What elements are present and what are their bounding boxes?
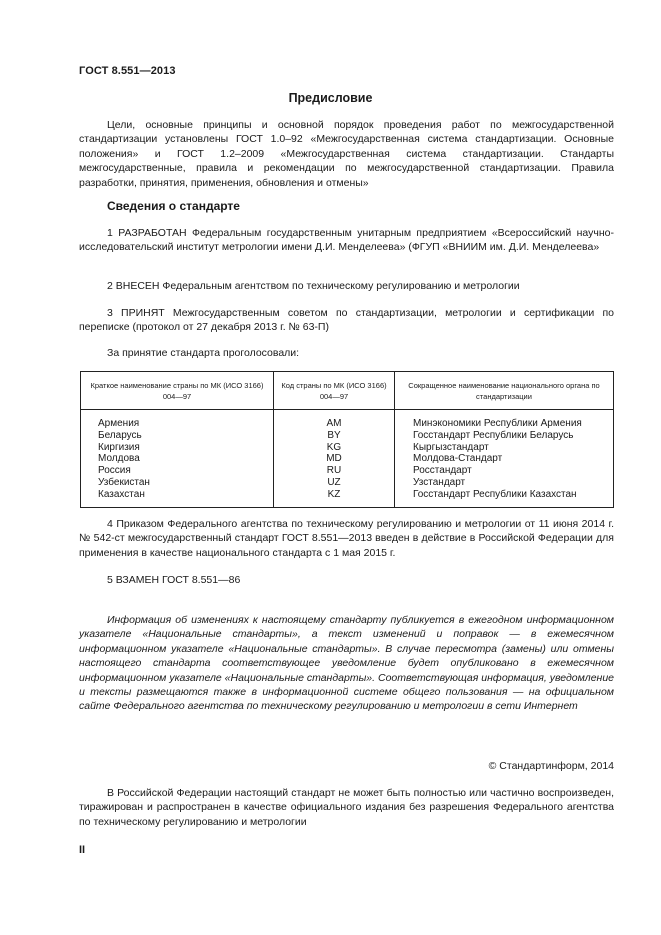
country-name: Армения [98, 418, 140, 429]
country-code: RU [326, 465, 342, 477]
standards-body: Госстандарт Республики Казахстан [413, 488, 577, 500]
page-number: II [79, 844, 86, 856]
country-name: Киргизия [98, 441, 140, 453]
vote-intro: За принятие стандарта проголосовали: [107, 347, 300, 359]
info-item-3: 3 ПРИНЯТ Межгосударственным советом по стандартизации, метрологии и сертификации по переписке (протокол от 27 декабря 2013 г. № 63-П) [79, 307, 614, 334]
notice-text: Информация об изменениях к настоящему стандарту публикуется в ежегодном информационном указателе «Национальные стандарты», а текст изменений и поправок — в ежемесячном информационном указателе «Национальные стандарты». В случае пересмотра (замены) или отмены настоящего стандарта соответствующее уведомление будет опубликовано в ежемесячном информационном указателе «Национальные стандарты». Соответствующая информация, уведомление и тексты размещаются также в информационной системе общего пользования — на официальном сайте Федерального агентства по техническому регулированию и метрологии в сети Интернет [79, 614, 614, 713]
standards-body: Молдова-Стандарт [413, 453, 503, 465]
vote-table-body [81, 410, 614, 508]
info-item-1: 1 РАЗРАБОТАН Федеральным государственным унитарным предприятием «Всероссийский научно-исследовательский институт метрологии имени Д.И. Менделеева» (ФГУП «ВНИИМ им. Д.И. Менделеева» [79, 227, 614, 254]
vote-table-header [81, 372, 614, 410]
header-country-code: Код страны по МК (ИСО 3166) 004—97 [274, 372, 395, 410]
country-code: UZ [327, 476, 341, 488]
standards-body: Узстандарт [413, 476, 466, 488]
info-title: Сведения о стандарте [107, 199, 240, 213]
country-name: Россия [98, 465, 131, 477]
country-code: BY [327, 429, 341, 441]
country-names-column [81, 410, 274, 508]
standards-body: Минэкономики Республики Армения [413, 418, 582, 429]
info-item-4: 4 Приказом Федерального агентства по техническому регулированию и метрологии от 11 июня 2014 г. № 542-ст межгосударственный стандарт ГОСТ 8.551—2013 введен в действие в Российской Федерации для применения в качестве национального стандарта с 1 мая 2015 г. [79, 518, 614, 559]
header-country-name: Краткое наименование страны по МК (ИСО 3166) 004—97 [81, 372, 274, 410]
country-code: KG [326, 441, 342, 453]
standards-body: Росстандарт [413, 465, 472, 477]
country-code: MD [326, 453, 342, 465]
country-name: Молдова [98, 453, 140, 465]
standards-body: Госстандарт Республики Беларусь [413, 429, 574, 441]
foreword-title: Предисловие [288, 91, 373, 105]
legal-notice: В Российской Федерации настоящий стандарт не может быть полностью или частично воспроизведен, тиражирован и распространен в качестве официального издания без разрешения Федерального агентства по техническому регулированию и метрологии [79, 787, 614, 828]
country-name: Казахстан [98, 488, 145, 500]
country-codes-column [274, 410, 395, 508]
country-name: Беларусь [98, 429, 142, 441]
standards-bodies-column [395, 410, 614, 508]
info-item-5: 5 ВЗАМЕН ГОСТ 8.551—86 [107, 574, 241, 586]
country-code: KZ [327, 488, 341, 500]
header-standards-body: Сокращенное наименование национального органа по стандартизации [395, 372, 614, 410]
foreword-text: Цели, основные принципы и основной порядок проведения работ по межгосударственной стандартизации установлены ГОСТ 1.0–92 «Межгосударственная система стандартизации. Основные положения» и ГОСТ 1.2–2009 «Межгосударственная система стандартизации. Стандарты межгосударственные, правила и рекомендации по межгосударственной стандартизации. Правила разработки, принятия, применения, обновления и отмены» [79, 119, 614, 189]
country-name: Узбекистан [98, 476, 150, 488]
info-item-2: 2 ВНЕСЕН Федеральным агентством по техническому регулированию и метрологии [107, 280, 520, 292]
standards-body: Кыргызстандарт [413, 441, 489, 453]
document-header: ГОСТ 8.551—2013 [79, 65, 176, 77]
copyright: © Стандартинформ, 2014 [488, 760, 614, 772]
vote-table [80, 371, 614, 508]
country-code: AM [326, 418, 342, 429]
